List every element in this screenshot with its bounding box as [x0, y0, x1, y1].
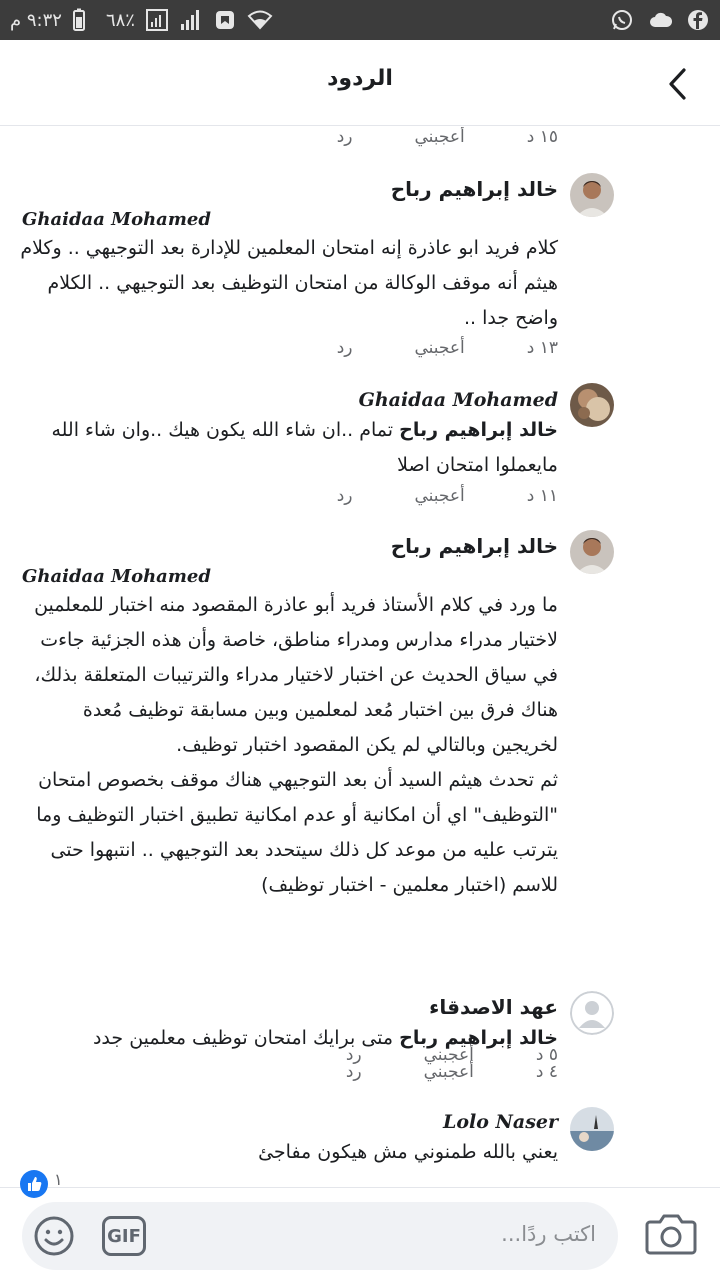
comment-actions: [337, 127, 558, 150]
replies-header: [0, 40, 720, 126]
reply-button[interactable]: رد: [345, 1045, 362, 1065]
battery-icon: [72, 8, 96, 32]
like-button[interactable]: أعجبني: [414, 127, 465, 147]
like-button[interactable]: أعجبني: [423, 1045, 474, 1065]
default-avatar-icon[interactable]: [570, 991, 614, 1035]
status-right: [610, 8, 710, 32]
mentioned-user[interactable]: خالد إبراهيم رباح: [399, 419, 558, 441]
status-left: [10, 8, 271, 32]
comment-actions: [337, 483, 558, 509]
comment-text: يعني بالله طمنوني مش هيكون مفاجئ: [258, 1141, 558, 1163]
mentioned-user[interactable]: خالد إبراهيم رباح: [399, 1027, 558, 1049]
reply-button[interactable]: رد: [336, 486, 353, 506]
comment-time: ٥ د: [535, 1045, 558, 1065]
avatar[interactable]: [570, 530, 614, 574]
smiley-icon: [32, 1214, 76, 1258]
comment-body: تمام ..ان شاء الله يكون هيك ..وان شاء الله مايعملوا امتحان اصلا: [51, 419, 558, 476]
camera-icon: [644, 1210, 698, 1258]
comment-author[interactable]: خالد إبراهيم رباح: [390, 534, 558, 558]
comment-text: [18, 1021, 558, 1056]
back-button[interactable]: [658, 64, 698, 104]
comment-actions: [337, 335, 558, 361]
emoji-button[interactable]: [32, 1214, 76, 1258]
comment-author[interactable]: خالد إبراهيم رباح: [390, 177, 558, 201]
wifi-icon: [247, 8, 271, 32]
reply-button[interactable]: رد: [336, 338, 353, 358]
like-button[interactable]: أعجبني: [414, 486, 465, 506]
comment-text: كلام فريد ابو عاذرة إنه امتحان المعلمين للإدارة بعد التوجيهي .. وكلام هيثم أنه موقف الوكالة من امتحان التوظيف بعد التوجيهي .. الكلام واضح جدا ..: [20, 237, 558, 329]
battery-level: ٦٨٪: [105, 9, 135, 31]
comment-author[interactable]: Ghaidaa Mohamed: [358, 389, 558, 411]
tagged-user[interactable]: Ghaidaa Mohamed: [22, 209, 211, 230]
status-time: ٩:٣٢ م: [10, 9, 62, 31]
tagged-user[interactable]: Ghaidaa Mohamed: [22, 566, 211, 587]
comment-text: [18, 413, 558, 483]
replies-feed[interactable]: [0, 127, 720, 1187]
signal-icon: [145, 8, 169, 32]
comment-author[interactable]: عهد الاصدقاء: [429, 995, 558, 1019]
reply-input[interactable]: [22, 1202, 618, 1270]
comment-actions: [346, 1059, 558, 1085]
avatar[interactable]: [570, 383, 614, 427]
cloud-icon: [648, 8, 672, 32]
camera-button[interactable]: [644, 1210, 698, 1258]
like-button[interactable]: أعجبني: [414, 338, 465, 358]
notification-icon: [213, 8, 237, 32]
reply-composer: [0, 1187, 720, 1280]
comment-paragraph: ما ورد في كلام الأستاذ فريد أبو عاذرة المقصود منه اختبار للمعلمين لاختيار مدراء مدارس ومدراء مناطق، خاصة وأن هذه الجزئية جاءت في سياق الحديث عن اختبار لاختيار مدراء والترتيبات المتعلقة بذلك، هناك فرق بين اختبار مُعد لمعلمين وبين مسابقة توظيف مُعدة لخريجين وبالتالي لم يكن المقصود اختبار توظيف.: [34, 594, 558, 756]
comment-time: ١١ د: [526, 486, 558, 506]
chevron-left-icon: [666, 66, 690, 102]
comment-paragraph: ثم تحدث هيثم السيد أن بعد التوجيهي هناك موقف بخصوص امتحان "التوظيف" اي أن امكانية أو عدم امكانية تطبيق اختبار التوظيف وما يترتب عليه من موعد كل ذلك سيتحدد بعد التوجيهي .. انتبهوا حتى للاسم (اختبار معلمين - اختبار توظيف): [36, 769, 558, 896]
page-title: الردود: [327, 66, 393, 91]
facebook-icon: [686, 8, 710, 32]
comment-time: ٤ د: [535, 1062, 558, 1082]
reply-button[interactable]: رد: [345, 1062, 362, 1082]
reply-placeholder: اكتب ردًا...: [501, 1222, 596, 1246]
avatar[interactable]: [570, 1107, 614, 1151]
like-reaction-icon[interactable]: [20, 1170, 48, 1198]
signal-bars-icon: [179, 8, 203, 32]
status-bar: [0, 0, 720, 40]
comment-time: ١٣ د: [526, 338, 558, 358]
comment-time: ١٥ د: [526, 127, 558, 147]
comment-author[interactable]: Lolo Naser: [442, 1111, 558, 1133]
comment-text: [18, 588, 558, 903]
like-count: ١: [54, 1170, 63, 1189]
whatsapp-icon: [610, 8, 634, 32]
comment-body: متى برايك امتحان توظيف معلمين جدد: [92, 1027, 400, 1049]
gif-button[interactable]: GIF: [102, 1216, 146, 1256]
reply-button[interactable]: رد: [336, 127, 353, 147]
like-button[interactable]: أعجبني: [423, 1062, 474, 1082]
avatar[interactable]: [570, 173, 614, 217]
